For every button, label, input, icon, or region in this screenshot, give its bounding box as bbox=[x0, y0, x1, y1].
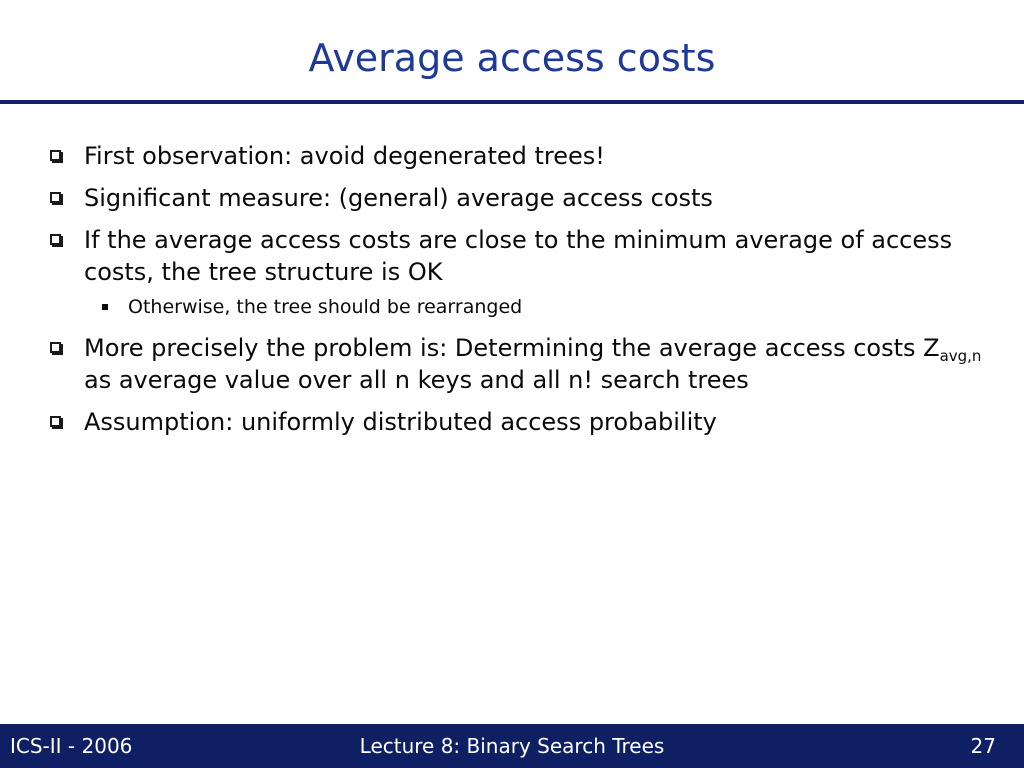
bullet-item bbox=[44, 140, 1004, 172]
page-number: 27 bbox=[970, 734, 996, 758]
square-bullet-icon bbox=[102, 304, 108, 310]
footer-bar bbox=[0, 724, 1024, 768]
bullet-item bbox=[44, 406, 1004, 438]
bullet-text-part: More precisely the problem is: Determining the average access costs Z bbox=[84, 334, 940, 362]
bullet-text: First observation: avoid degenerated trees! bbox=[84, 142, 605, 170]
sub-bullet-text: Otherwise, the tree should be rearranged bbox=[128, 296, 523, 318]
checkbox-bullet-icon bbox=[50, 342, 61, 353]
bullet-list bbox=[44, 140, 1004, 448]
checkbox-bullet-icon bbox=[50, 150, 61, 161]
bullet-item bbox=[44, 332, 1004, 396]
bullet-item bbox=[44, 182, 1004, 214]
checkbox-bullet-icon bbox=[50, 234, 61, 245]
bullet-item bbox=[44, 224, 1004, 288]
footer-course: ICS-II - 2006 bbox=[10, 734, 133, 758]
sub-bullet-item bbox=[84, 294, 1004, 320]
footer-lecture-title: Lecture 8: Binary Search Trees bbox=[359, 734, 665, 758]
bullet-text bbox=[84, 334, 981, 394]
title-divider bbox=[0, 100, 1024, 104]
bullet-text: Significant measure: (general) average access costs bbox=[84, 184, 713, 212]
slide-title: Average access costs bbox=[308, 36, 716, 80]
bullet-text-part: as average value over all n keys and all n! search trees bbox=[84, 366, 749, 394]
subscript: avg,n bbox=[939, 347, 982, 365]
bullet-text: If the average access costs are close to the minimum average of access costs, the tree structure is OK bbox=[84, 226, 953, 286]
bullet-text: Assumption: uniformly distributed access probability bbox=[84, 408, 717, 436]
checkbox-bullet-icon bbox=[50, 416, 61, 427]
checkbox-bullet-icon bbox=[50, 192, 61, 203]
